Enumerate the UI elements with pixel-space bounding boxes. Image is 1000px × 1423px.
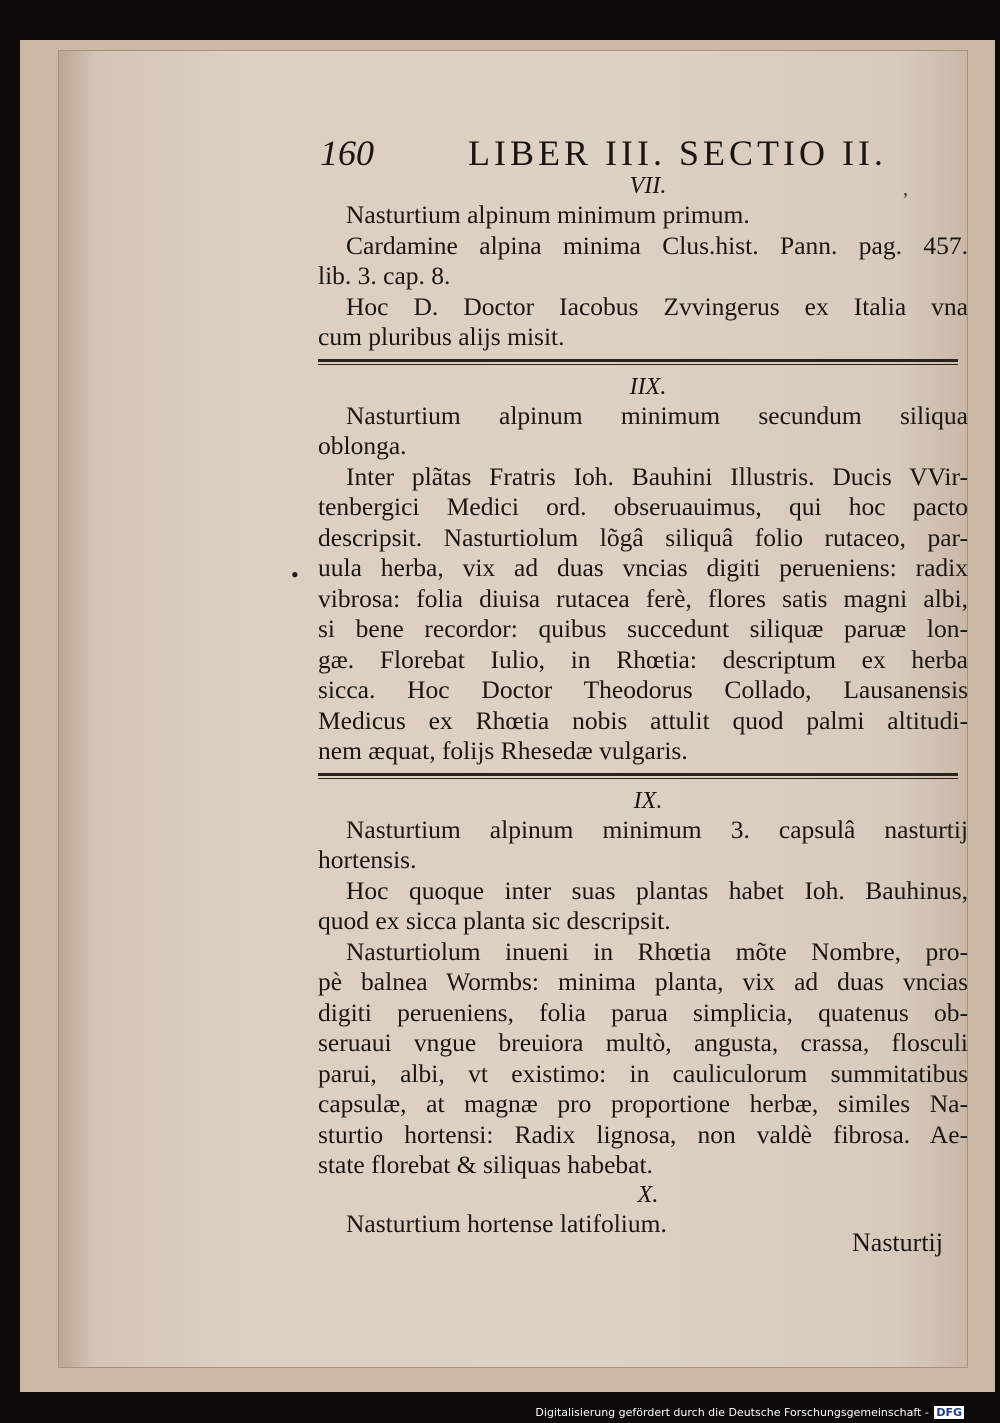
text-line: seruaui vngue breuiora multò, angusta, crassa, flosculi: [318, 1028, 968, 1057]
text-line: Nasturtium alpinum minimum primum.: [346, 200, 750, 229]
text-line: gæ. Florebat Iulio, in Rhœtia: descriptum ex herba: [318, 644, 968, 674]
section-numeral: IIX.: [629, 373, 667, 400]
text-line: oblonga.: [318, 431, 407, 460]
text-line: hortensis.: [318, 845, 417, 874]
dfg-logo: DFG: [936, 1406, 962, 1419]
text-line: nem æquat, folijs Rhesedæ vulgaris.: [318, 736, 688, 765]
margin-mark: •: [291, 562, 299, 587]
text-line: Cardamine alpina minima Clus.hist. Pann. pag. 457.: [346, 230, 968, 260]
catchword: Nasturtij: [852, 1228, 943, 1257]
section-rule: [318, 773, 958, 776]
running-title: LIBER III. SECTIO II.: [468, 133, 887, 173]
text-line: vibrosa: folia diuisa rutacea ferè, flores satis magni albi,: [318, 583, 968, 613]
text-line: pè balnea Wormbs: minima planta, vix ad duas vncias: [318, 967, 968, 996]
footer-text: Digitalisierung gefördert durch die Deutsche Forschungsgemeinschaft -: [535, 1406, 929, 1419]
text-line: Inter plãtas Fratris Ioh. Bauhini Illustris. Ducis VVir-: [346, 461, 968, 491]
text-line: sicca. Hoc Doctor Theodorus Collado, Lausanensis: [318, 675, 968, 704]
text-line: Nasturtiolum inueni in Rhœtia mõte Nombre, pro-: [346, 936, 968, 966]
text-line: Medicus ex Rhœtia nobis attulit quod palmi altitudi-: [318, 705, 968, 735]
text-line: capsulæ, at magnæ pro proportione herbæ, similes Na-: [318, 1089, 968, 1118]
footer-credit: [535, 1406, 964, 1419]
text-line: state florebat & siliquas habebat.: [318, 1150, 653, 1179]
text-line: Hoc quoque inter suas plantas habet Ioh. Bauhinus,: [346, 875, 968, 905]
section-numeral: VII.: [629, 173, 667, 199]
text-line: cum pluribus alijs misit.: [318, 322, 565, 351]
text-line: Hoc D. Doctor Iacobus Zvvingerus ex Italia vna: [346, 291, 968, 321]
section-rule-thin: [318, 364, 958, 365]
stray-mark: ,: [903, 178, 908, 200]
text-line: parui, albi, vt existimo: in cauliculorum summitatibus: [318, 1058, 968, 1088]
text-line: Nasturtium alpinum minimum secundum siliqua: [346, 400, 968, 430]
page-number: 160: [320, 133, 374, 173]
text-line: si bene recordor: quibus succedunt siliquæ paruæ lon-: [318, 614, 968, 643]
text-line: Nasturtium hortense latifolium.: [346, 1208, 667, 1238]
text-line: lib. 3. cap. 8.: [318, 261, 451, 290]
text-line: Nasturtium alpinum minimum 3. capsulâ nasturtij: [346, 814, 968, 844]
section-numeral: IX.: [633, 787, 663, 814]
text-line: digiti perueniens, folia parua simplicia, quatenus ob-: [318, 997, 968, 1027]
text-line: quod ex sicca planta sic descripsit.: [318, 906, 671, 935]
section-rule: [318, 359, 958, 362]
text-line: descripsit. Nasturtiolum lõgâ siliquâ folio rutaceo, par-: [318, 522, 968, 552]
section-rule-thin: [318, 778, 958, 779]
text-line: tenbergici Medici ord. obseruauimus, qui hoc pacto: [318, 492, 968, 521]
section-numeral: X.: [637, 1181, 659, 1208]
text-body: [318, 172, 968, 1239]
text-line: uula herba, vix ad duas vncias digiti perueniens: radix: [318, 553, 968, 582]
text-line: sturtio hortensi: Radix lignosa, non valdè fibrosa. Ae-: [318, 1119, 968, 1149]
